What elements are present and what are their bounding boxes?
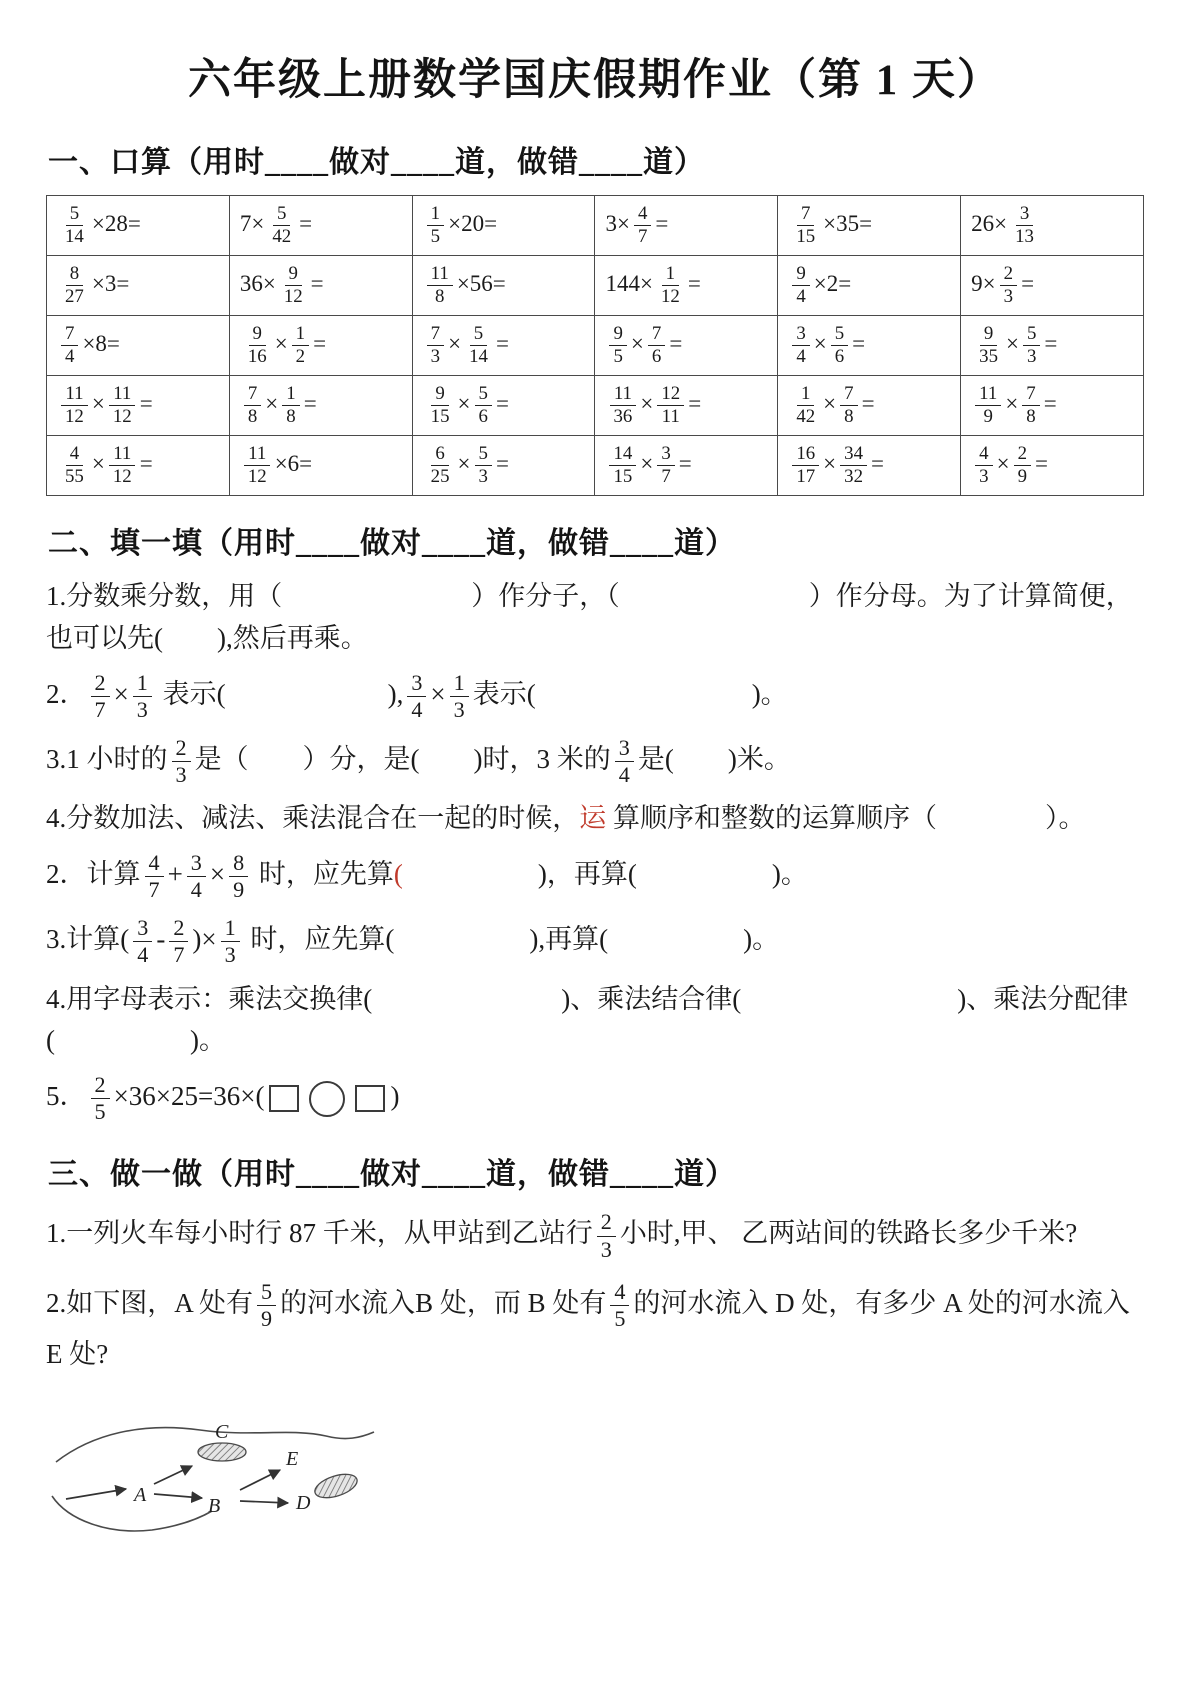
island-C <box>198 1443 246 1461</box>
fraction: $\frac{5}{6}$ <box>475 383 492 429</box>
fraction: $\frac{3}{13}$ <box>1015 202 1034 247</box>
fraction: $\frac{3}{4}$ <box>792 323 809 369</box>
blank-square <box>269 1085 299 1112</box>
oral-problem-cell: $\frac{14}{15}$ × $\frac{3}{7}$ = <box>595 436 778 496</box>
fraction: $\frac{9}{15}$ <box>430 382 450 427</box>
fraction: $\frac{34}{32}$ <box>840 443 867 489</box>
fraction: $\frac{7}{15}$ <box>796 202 816 247</box>
fill-item-5: 2．计算 $\frac{4}{7}$ + $\frac{3}{4}$ × $\frac{8}{9}$ 时，应先算( )，再算( )。 <box>46 850 808 903</box>
oral-problem-cell: $\frac{11}{12}$ × $\frac{11}{12}$ = <box>47 376 230 436</box>
fraction: $\frac{2}{9}$ <box>1014 443 1031 489</box>
blank-circle <box>309 1081 345 1117</box>
fraction: $\frac{8}{27}$ <box>65 262 84 307</box>
fraction: $\frac{1}{2}$ <box>292 323 309 369</box>
fraction: $\frac{11}{36}$ <box>609 383 636 429</box>
fraction: $\frac{9}{16}$ <box>247 322 267 367</box>
fraction: $\frac{1}{3}$ <box>450 670 469 723</box>
fraction: $\frac{9}{4}$ <box>792 263 809 309</box>
oral-problem-cell: $\frac{3}{4}$ × $\frac{5}{6}$ = <box>778 316 961 376</box>
fraction: $\frac{5}{3}$ <box>1023 323 1040 369</box>
oral-problem-cell: $\frac{6}{25}$ × $\frac{5}{3}$ = <box>412 436 595 496</box>
fraction: $\frac{4}{55}$ <box>65 442 84 487</box>
fraction: $\frac{5}{9}$ <box>257 1279 276 1332</box>
fill-item-7: 4.用字母表示：乘法交换律( )、乘法结合律( )、乘法分配律( )。 <box>46 983 1129 1056</box>
fraction: $\frac{7}{3}$ <box>427 323 444 369</box>
fraction: $\frac{2}{3}$ <box>172 735 191 788</box>
oral-problem-cell: $\frac{9}{5}$ × $\frac{7}{6}$ = <box>595 316 778 376</box>
river-bank-bottom <box>52 1496 212 1531</box>
fraction: $\frac{3}{4}$ <box>407 670 426 723</box>
fraction: $\frac{1}{5}$ <box>427 203 444 249</box>
oral-row <box>47 196 1144 256</box>
island-right <box>312 1470 360 1503</box>
fraction: $\frac{5}{14}$ <box>65 202 84 247</box>
fill-item-2: 2． $\frac{2}{7}$ × $\frac{1}{3}$ 表示( ), $\frac{3}{4}$ × $\frac{1}{3}$ 表示( )。 <box>46 669 788 722</box>
section1-heading: 一、口算（用时____做对____道，做错____道） <box>48 146 705 179</box>
oral-problem-cell: $\frac{5}{14}$ ×28= <box>47 196 230 256</box>
fraction: $\frac{14}{15}$ <box>609 443 636 489</box>
oral-row <box>47 376 1144 436</box>
fraction: $\frac{11}{12}$ <box>61 383 88 429</box>
blank-square <box>355 1085 385 1112</box>
oral-problem-cell: 3× $\frac{4}{7}$ = <box>595 196 778 256</box>
oral-problem-cell: $\frac{7}{8}$ × $\frac{1}{8}$ = <box>229 376 412 436</box>
oral-problem-cell: $\frac{11}{12}$ ×6= <box>229 436 412 496</box>
fraction: $\frac{16}{17}$ <box>792 443 819 489</box>
fraction: $\frac{1}{3}$ <box>133 670 152 723</box>
fraction: $\frac{4}{7}$ <box>634 203 651 249</box>
oral-row <box>47 436 1144 496</box>
fill-item-6: 3.计算( $\frac{3}{4}$ - $\frac{2}{7}$ )× $\frac{1}{3}$ 时，应先算( ),再算( )。 <box>46 915 780 968</box>
word-problem-2: 2.如下图，A 处有 $\frac{5}{9}$ 的河水流入B 处，而 B 处有 $\frac{4}{5}$ 的河水流入 D 处，有多少 A 处的河水流入 E 处? <box>46 1278 1130 1369</box>
fraction: $\frac{7}{8}$ <box>840 383 857 429</box>
arrow-into-A <box>66 1489 126 1499</box>
oral-problem-cell: $\frac{16}{17}$ × $\frac{34}{32}$ = <box>778 436 961 496</box>
fraction: $\frac{9}{12}$ <box>283 262 303 307</box>
oral-problem-cell: $\frac{7}{3}$ × $\frac{5}{14}$ = <box>412 316 595 376</box>
oral-problem-cell: $\frac{9}{16}$ × $\frac{1}{2}$ = <box>229 316 412 376</box>
fraction: $\frac{1}{8}$ <box>282 383 299 429</box>
fraction: $\frac{1}{12}$ <box>660 262 680 307</box>
fraction: $\frac{9}{35}$ <box>979 322 998 367</box>
fraction: $\frac{1}{42}$ <box>796 382 816 427</box>
fraction: $\frac{4}{3}$ <box>975 443 992 489</box>
fraction: $\frac{2}{3}$ <box>1000 263 1017 309</box>
fraction: $\frac{11}{9}$ <box>975 383 1001 429</box>
fraction: $\frac{7}{8}$ <box>1022 383 1039 429</box>
diagram-label-C: C <box>215 1420 229 1443</box>
oral-problem-cell: 36× $\frac{9}{12}$ = <box>229 256 412 316</box>
fraction: $\frac{5}{14}$ <box>469 322 488 367</box>
fraction: $\frac{8}{9}$ <box>229 850 248 903</box>
fraction: $\frac{3}{4}$ <box>187 850 206 903</box>
fraction: $\frac{2}{7}$ <box>169 915 188 968</box>
oral-problem-cell: 144× $\frac{1}{12}$ = <box>595 256 778 316</box>
diagram-label-B: B <box>208 1494 221 1517</box>
fraction: $\frac{11}{12}$ <box>244 443 271 489</box>
arrow-A-to-C <box>154 1466 192 1484</box>
fill-item-1: 1.分数乘分数，用（ ）作分子，（ ）作分母。为了计算简便，也可以先( ),然后再乘。 <box>46 581 1133 653</box>
oral-problem-cell: $\frac{11}{36}$ × $\frac{12}{11}$ = <box>595 376 778 436</box>
fraction: $\frac{3}{4}$ <box>615 735 634 788</box>
diagram-label-D: D <box>296 1491 311 1514</box>
arrow-B-to-D <box>240 1501 288 1503</box>
fraction: $\frac{7}{4}$ <box>61 323 78 369</box>
oral-row <box>47 256 1144 316</box>
fill-item-3: 3.1 小时的 $\frac{2}{3}$ 是（ ）分，是( )时，3 米的 $\frac{3}{4}$ 是( )米。 <box>46 734 791 788</box>
oral-problem-cell: $\frac{7}{4}$ ×8= <box>47 316 230 376</box>
oral-problem-cell: 9× $\frac{2}{3}$ = <box>961 256 1144 316</box>
oral-problem-cell: 7× $\frac{5}{42}$ = <box>229 196 412 256</box>
diagram-label-E: E <box>286 1447 299 1470</box>
oral-problem-cell: $\frac{7}{15}$ ×35= <box>778 196 961 256</box>
fraction: $\frac{5}{42}$ <box>272 202 292 247</box>
fraction: $\frac{11}{12}$ <box>109 383 136 429</box>
fraction: $\frac{4}{5}$ <box>610 1279 629 1332</box>
page-title: 六年级上册数学国庆假期作业（第 1 天） <box>188 57 1002 104</box>
oral-problem-cell: $\frac{4}{3}$ × $\frac{2}{9}$ = <box>961 436 1144 496</box>
oral-problem-cell: $\frac{9}{35}$ × $\frac{5}{3}$ = <box>961 316 1144 376</box>
oral-problem-cell: $\frac{1}{42}$ × $\frac{7}{8}$ = <box>778 376 961 436</box>
word-problem-1: 1.一列火车每小时行 87 千米，从甲站到乙站行 $\frac{2}{3}$ 小时,甲、 乙两站间的铁路长多少千米? <box>46 1209 1078 1262</box>
oral-problem-cell: $\frac{8}{27}$ ×3= <box>47 256 230 316</box>
oral-problem-cell: $\frac{11}{9}$ × $\frac{7}{8}$ = <box>961 376 1144 436</box>
arrow-A-to-B <box>154 1494 202 1498</box>
oral-problem-cell: $\frac{4}{55}$ × $\frac{11}{12}$ = <box>47 436 230 496</box>
fraction: $\frac{7}{6}$ <box>648 323 665 369</box>
fraction: $\frac{3}{7}$ <box>657 443 674 489</box>
oral-problem-cell: $\frac{1}{5}$ ×20= <box>412 196 595 256</box>
fraction: $\frac{3}{4}$ <box>133 915 152 968</box>
oral-row <box>47 316 1144 376</box>
fraction: $\frac{11}{12}$ <box>109 443 136 489</box>
oral-problem-cell: $\frac{9}{4}$ ×2= <box>778 256 961 316</box>
fraction: $\frac{12}{11}$ <box>657 383 684 429</box>
fraction: $\frac{1}{3}$ <box>221 915 240 968</box>
fraction: $\frac{11}{8}$ <box>427 263 453 309</box>
fraction: $\frac{2}{7}$ <box>91 670 110 723</box>
oral-problem-cell: $\frac{9}{15}$ × $\frac{5}{6}$ = <box>412 376 595 436</box>
fraction: $\frac{6}{25}$ <box>430 442 450 487</box>
arrow-B-to-E <box>240 1470 280 1490</box>
fraction: $\frac{5}{3}$ <box>475 443 492 489</box>
oral-calc-table <box>46 195 1144 496</box>
river-diagram <box>50 1402 380 1542</box>
oral-calc-table-body <box>47 196 1144 496</box>
fraction: $\frac{9}{5}$ <box>609 323 626 369</box>
fraction: $\frac{2}{3}$ <box>597 1209 616 1262</box>
river-diagram-container <box>50 1402 1144 1547</box>
oral-problem-cell: $\frac{11}{8}$ ×56= <box>412 256 595 316</box>
section3-heading: 三、做一做（用时____做对____道，做错____道） <box>48 1158 736 1192</box>
diagram-label-A: A <box>134 1483 147 1506</box>
section2-heading: 二、填一填（用时____做对____道，做错____道） <box>48 527 736 560</box>
fraction: $\frac{2}{5}$ <box>91 1072 110 1125</box>
fraction: $\frac{4}{7}$ <box>145 850 164 903</box>
fraction: $\frac{5}{6}$ <box>831 323 848 369</box>
oral-problem-cell: 26× $\frac{3}{13}$ <box>961 196 1144 256</box>
fill-item-8: 5． $\frac{2}{5}$ ×36×25=36×( ) <box>46 1072 400 1125</box>
fill-item-4: 4.分数加法、减法、乘法混合在一起的时候，运 算顺序和整数的运算顺序（ ）。 <box>46 803 1086 834</box>
fraction: $\frac{7}{8}$ <box>244 383 261 429</box>
